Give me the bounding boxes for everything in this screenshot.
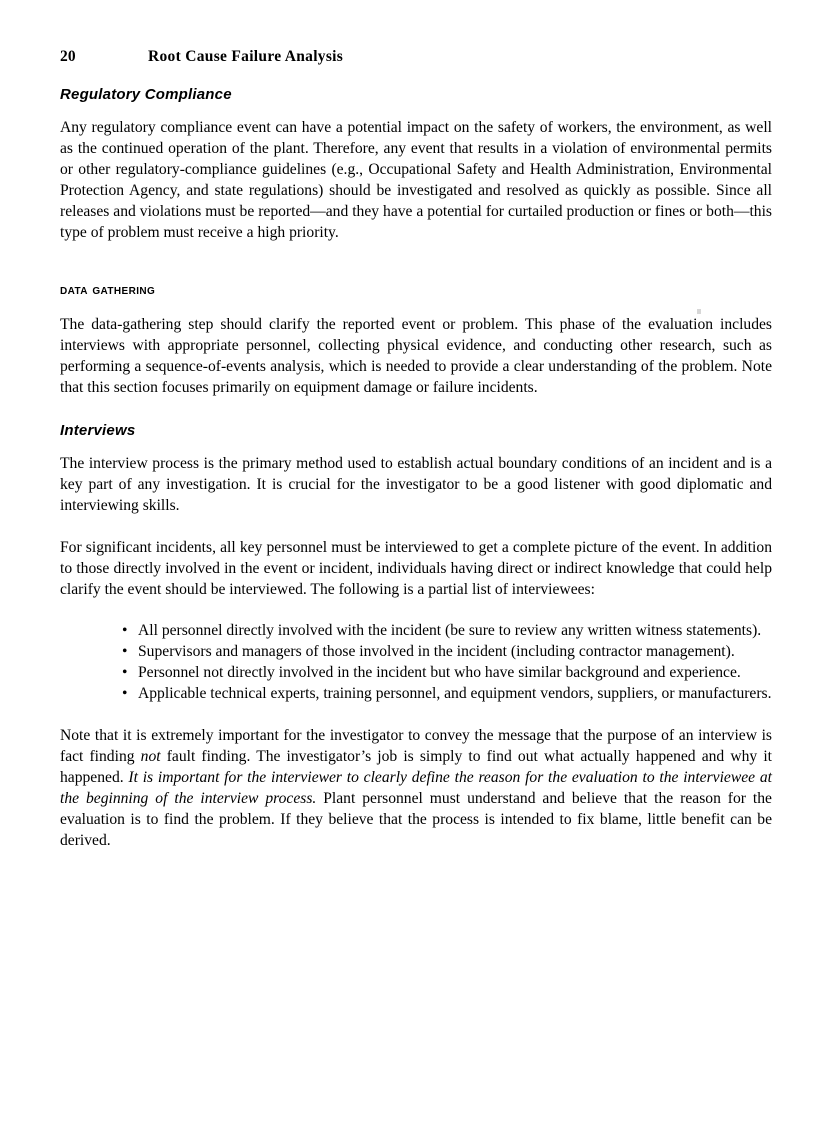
closing-emphasis-sentence: It is important for the interviewer to clearly define the reason for the evaluation to the interviewee at the beginning of the interview process.	[60, 769, 772, 807]
closing-text-part-3: Plant personnel must understand and believe that the reason for the evaluation is to find the problem. If they believe that the process is intended to fix blame, little benefit can be derived.	[60, 790, 772, 849]
bullet-icon: •	[122, 664, 128, 681]
list-item	[122, 662, 772, 683]
heading-interviews: Interviews	[60, 422, 136, 439]
spacer	[60, 441, 772, 453]
interviewee-list	[60, 620, 772, 704]
list-item-text: All personnel directly involved with the incident (be sure to review any written witness statements).	[138, 622, 762, 639]
paragraph-interviews-closing	[60, 725, 772, 851]
list-item-text: Personnel not directly involved in the incident but who have similar background and experience.	[138, 664, 741, 681]
spacer	[60, 516, 772, 537]
list-item-text: Applicable technical experts, training personnel, and equipment vendors, suppliers, or manufacturers.	[138, 685, 772, 702]
closing-text-part-1: Note that it is extremely important for the investigator to convey the message that the purpose of an interview is fact finding	[60, 727, 772, 765]
list-item	[122, 683, 772, 704]
spacer	[60, 704, 772, 725]
list-item	[122, 641, 772, 662]
paragraph-regulatory-compliance: Any regulatory compliance event can have a potential impact on the safety of workers, the environment, as well as the continued operation of the plant. Therefore, any event that results in a violation of environmental permits or other regulatory-compliance guidelines (e.g., Occupational Safety and Health Administration, Environmental Protection Agency, and state regulations) should be investigated and resolved as quickly as possible. Since all releases and violations must be reported—and they have a potential for curtailed production or fines or both—this type of problem must receive a high priority.	[60, 119, 772, 241]
heading-data-gathering: data gathering	[60, 282, 156, 298]
spacer	[60, 600, 772, 620]
list-item-text: Supervisors and managers of those involved in the incident (including contractor management).	[138, 643, 735, 660]
list-item	[122, 620, 772, 641]
running-title: Root Cause Failure Analysis	[148, 48, 344, 65]
page-number: 20	[60, 48, 76, 65]
heading-regulatory-compliance: Regulatory Compliance	[60, 86, 232, 103]
closing-text-part-2: fault finding. The investigator’s job is simply to find out what actually happened and why it happened.	[60, 748, 772, 786]
text-column	[60, 84, 772, 851]
bullet-icon: •	[122, 643, 128, 660]
paragraph-interviews-2: For significant incidents, all key personnel must be interviewed to get a complete picture of the event. In addition to those directly involved in the event or incident, individuals having direct or indirect knowledge that could help clarify the event should be interviewed. The following is a partial list of interviewees:	[60, 539, 772, 598]
page-header	[60, 48, 772, 70]
paragraph-interviews-1: The interview process is the primary method used to establish actual boundary conditions of an incident and is a key part of any investigation. It is crucial for the investigator to be a good listener with good diplomatic and interviewing skills.	[60, 455, 772, 514]
bullet-icon: •	[122, 622, 128, 639]
spacer	[60, 243, 772, 280]
spacer	[60, 105, 772, 117]
bullet-icon: •	[122, 685, 128, 702]
spacer	[60, 301, 772, 314]
closing-emphasis-not: not	[140, 748, 161, 765]
spacer	[60, 398, 772, 420]
paragraph-data-gathering: The data-gathering step should clarify the reported event or problem. This phase of the evaluation includes interviews with appropriate personnel, collecting physical evidence, and conducting other research, such as performing a sequence-of-events analysis, which is needed to provide a clear understanding of the problem. Note that this section focuses primarily on equipment damage or failure incidents.	[60, 316, 772, 396]
